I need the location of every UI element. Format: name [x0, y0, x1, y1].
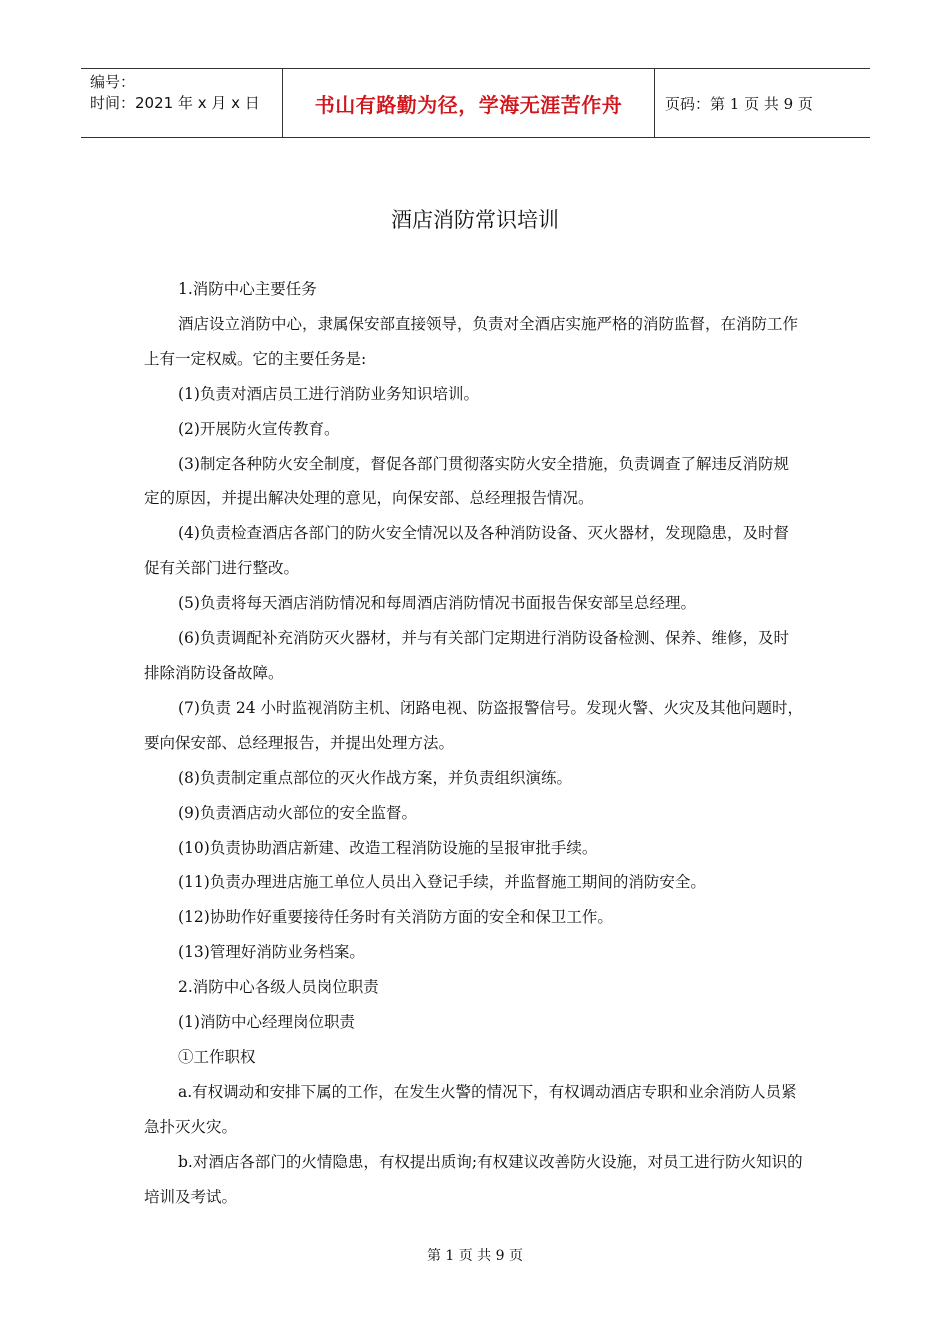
header-page-info: 页码：第 1 页 共 9 页: [665, 94, 813, 113]
paragraph: (5)负责将每天酒店消防情况和每周酒店消防情况书面报告保安部呈总经理。: [178, 594, 696, 613]
header-table: [81, 68, 870, 138]
paragraph: ①工作职权: [178, 1047, 256, 1066]
paragraph: 1.消防中心主要任务: [178, 280, 317, 298]
paragraph: (7)负责 24 小时监视消防主机、闭路电视、防盗报警信号。发现火警、火灾及其他问题时，要向保安部、总经理报告，并提出处理方法。: [144, 698, 804, 752]
paragraph: (9)负责酒店动火部位的安全监督。: [178, 803, 417, 822]
paragraph: (4)负责检查酒店各部门的防火安全情况以及各种消防设备、灭火器材，发现隐患，及时督促有关部门进行整改。: [144, 524, 789, 578]
paragraph: b.对酒店各部门的火情隐患，有权提出质询;有权建议改善防火设施，对员工进行防火知识的培训及考试。: [144, 1152, 803, 1206]
page-footer: 第 1 页 共 9 页: [426, 1248, 524, 1264]
paragraph: 2.消防中心各级人员岗位职责: [178, 978, 379, 997]
paragraph: (1)消防中心经理岗位职责: [178, 1013, 355, 1032]
paragraph: (6)负责调配补充消防灭火器材，并与有关部门定期进行消防设备检测、保养、维修，及时排除消防设备故障。: [144, 629, 789, 682]
paragraph: (12)协助作好重要接待任务时有关消防方面的安全和保卫工作。: [178, 908, 613, 927]
paragraph: a.有权调动和安排下属的工作，在发生火警的情况下，有权调动酒店专职和业余消防人员紧急扑灭火灾。: [144, 1082, 797, 1136]
document-title: 酒店消防常识培训: [391, 208, 559, 232]
paragraph: (10)负责协助酒店新建、改造工程消防设施的呈报审批手续。: [178, 838, 598, 857]
paragraph: 酒店设立消防中心，隶属保安部直接领导，负责对全酒店实施严格的消防监督，在消防工作上有一定权威。它的主要任务是:: [144, 314, 799, 368]
number-label: 编号：: [90, 73, 136, 91]
paragraph: (3)制定各种防火安全制度，督促各部门贯彻落实防火安全措施，负责调查了解违反消防规定的原因，并提出解决处理的意见，向保安部、总经理报告情况。: [144, 454, 789, 508]
paragraph: (11)负责办理进店施工单位人员出入登记手续，并监督施工期间的消防安全。: [178, 873, 706, 892]
paragraph: (1)负责对酒店员工进行消防业务知识培训。: [178, 384, 479, 403]
document-body: [144, 272, 804, 1214]
time-label: 时间：2021 年 x 月 x 日: [90, 94, 260, 112]
paragraph: (8)负责制定重点部位的灭火作战方案，并负责组织演练。: [178, 768, 572, 787]
paragraph: (2)开展防火宣传教育。: [178, 419, 340, 438]
header-motto: 书山有路勤为径，学海无涯苦作舟: [283, 69, 655, 137]
paragraph: (13)管理好消防业务档案。: [178, 943, 365, 962]
header-meta: [81, 69, 283, 137]
